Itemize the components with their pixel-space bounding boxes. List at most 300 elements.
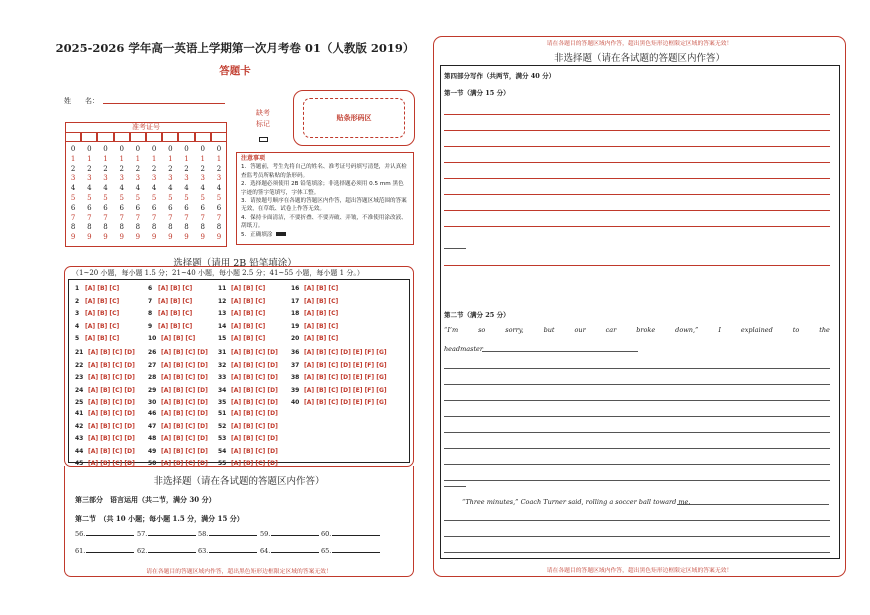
left-bottom-warning: 请在各题目的答题区域内作答，超出黑色矩形边框限定区域的答案无效！ [146,569,332,575]
blank-62[interactable] [137,547,196,555]
exam-id-digit-bubble[interactable]: 4 [168,184,173,193]
exam-id-digit-bubble[interactable]: 9 [151,233,157,242]
answer-options[interactable]: [A] [B] [C] [D] [231,374,278,381]
exam-id-cell[interactable] [114,132,130,142]
blank-line[interactable] [148,552,196,553]
exam-id-digit-bubble[interactable]: 1 [70,154,76,163]
answer-options[interactable]: [A] [B] [C] [231,322,266,330]
answer-options[interactable]: [A] [B] [C] [D] [88,460,135,467]
exam-id-digit-bubble[interactable]: 6 [184,203,189,212]
exam-id-cell[interactable] [81,132,97,142]
question-17-row[interactable] [291,298,338,305]
blank-line[interactable] [271,552,319,553]
question-1-row[interactable] [75,285,119,292]
exam-id-digit-bubble[interactable]: 6 [151,203,157,212]
question-48-row[interactable] [148,435,208,442]
exam-id-digit-bubble[interactable]: 3 [135,174,141,183]
writing-line[interactable] [444,448,830,449]
writing-line[interactable] [444,552,830,553]
blank-line[interactable] [86,535,134,536]
blank-line[interactable] [148,535,196,536]
exam-id-digit-bubble[interactable]: 9 [200,233,205,242]
exam-id-digit-bubble[interactable]: 8 [200,223,205,232]
answer-options[interactable]: [A] [B] [C] [D] [E] [F] [G] [304,386,387,394]
exam-id-digit-bubble[interactable]: 3 [70,174,76,183]
question-7-row[interactable] [148,298,192,305]
answer-options[interactable]: [A] [B] [C] [231,335,266,342]
question-30-row[interactable] [148,399,208,406]
question-number: 11 [218,285,227,292]
notes-title: 注意事项 [241,155,266,162]
exam-id-digit-bubble[interactable]: 1 [200,154,205,163]
writing-line[interactable] [444,178,830,179]
exam-id-digit-bubble[interactable]: 0 [135,145,141,153]
exam-id-digit-bubble[interactable]: 5 [216,193,222,202]
answer-options[interactable]: [A] [B] [C] [85,335,120,342]
exam-id-digit-bubble[interactable]: 4 [87,184,92,193]
exam-id-digit-bubble[interactable]: 5 [135,193,141,202]
exam-id-digit-bubble[interactable]: 2 [184,164,189,173]
exam-id-digit-bubble[interactable]: 9 [168,233,173,242]
writing-line[interactable] [444,114,830,115]
question-number: 44 [75,447,84,455]
question-26-row[interactable] [148,349,208,356]
question-8-row[interactable] [148,310,192,317]
answer-options[interactable]: [A] [B] [C] [D] [161,422,208,430]
question-47-row[interactable] [148,423,208,430]
exam-id-digit-bubble[interactable]: 2 [119,164,124,173]
exam-id-digit-bubble[interactable]: 4 [184,184,189,193]
blank-61[interactable] [75,547,134,555]
answer-options[interactable]: [A] [B] [C] [D] [161,386,208,394]
answer-options[interactable]: [A] [B] [C] [D] [161,410,208,417]
blank-59[interactable] [260,530,319,538]
exam-id-digit-bubble[interactable]: 2 [87,164,92,173]
answer-options[interactable]: [A] [B] [C] [D] [231,460,278,467]
question-22-row[interactable] [75,362,135,369]
exam-id-cell[interactable] [65,132,81,142]
writing-line[interactable] [444,248,466,249]
blank-number: 62. [137,547,148,555]
answer-options[interactable]: [A] [B] [C] [D] [88,386,135,394]
answer-options[interactable]: [A] [B] [C] [D] [231,447,278,455]
exam-id-digit-bubble[interactable]: 9 [216,233,222,242]
answer-options[interactable]: [A] [B] [C] [161,335,196,342]
writing-line[interactable] [444,265,830,266]
exam-id-digit-bubble[interactable]: 2 [70,164,76,173]
question-33-row[interactable] [218,374,278,381]
blank-line[interactable] [332,552,380,553]
exam-id-digit-bubble[interactable]: 6 [87,203,92,212]
blank-57[interactable] [137,530,196,538]
exam-id-digit-bubble[interactable]: 1 [135,154,141,163]
blank-line[interactable] [86,552,134,553]
exam-id-digit-bubble[interactable]: 3 [200,174,205,183]
exam-id-digit-bubble[interactable]: 2 [200,164,205,173]
exam-id-digit-bubble[interactable]: 9 [184,233,189,242]
writing-line[interactable] [444,210,830,211]
question-number: 9 [148,322,153,330]
exam-id-digit-bubble[interactable]: 6 [103,203,108,212]
exam-id-digit-bubble[interactable]: 8 [135,223,141,232]
exam-id-digit-bubble[interactable]: 8 [119,223,124,232]
writing-line[interactable] [444,384,830,385]
exam-id-digit-bubble[interactable]: 3 [119,174,124,183]
question-number: 48 [148,435,157,442]
exam-id-digit-bubble[interactable]: 9 [70,233,76,242]
writing-line[interactable] [444,146,830,147]
exam-id-bubble-grid[interactable] [65,145,227,243]
question-37-row[interactable] [291,362,387,369]
question-6-row[interactable] [148,285,192,292]
exam-id-digit-bubble[interactable]: 0 [70,145,76,153]
exam-id-digit-bubble[interactable]: 5 [119,193,124,202]
exam-id-digit-bubble[interactable]: 4 [103,184,108,193]
answer-options[interactable]: [A] [B] [C] [D] [88,349,135,356]
answer-options[interactable]: [A] [B] [C] [D] [161,399,208,406]
question-number: 49 [148,447,157,455]
exam-id-digit-bubble[interactable]: 1 [216,154,222,163]
question-40-row[interactable] [291,399,387,406]
question-51-row[interactable] [218,410,278,417]
answer-options[interactable]: [A] [B] [C] [D] [231,410,278,417]
writing-line[interactable] [444,368,830,369]
question-31-row[interactable] [218,349,278,356]
writing-line[interactable] [444,464,830,465]
answer-options[interactable]: [A] [B] [C] [D] [88,374,135,381]
exam-id-digit-bubble[interactable]: 5 [103,193,108,202]
question-34-row[interactable] [218,387,278,394]
blank-58[interactable] [198,530,257,538]
question-24-row[interactable] [75,387,135,394]
exam-id-digit-bubble[interactable]: 2 [151,164,157,173]
blank-line[interactable] [332,535,380,536]
blank-65[interactable] [321,547,380,555]
answer-options[interactable]: [A] [B] [C] [304,297,339,305]
exam-id-cell[interactable] [162,132,178,142]
answer-options[interactable]: [A] [B] [C] [D] [161,435,208,442]
exam-id-digit-bubble[interactable]: 3 [103,174,108,183]
answer-sheet-subtitle: 答题卡 [219,65,251,77]
exam-id-write-cells[interactable] [65,132,227,142]
question-number: 28 [148,374,157,381]
answer-options[interactable]: [A] [B] [C] [304,322,339,330]
exam-id-digit-bubble[interactable]: 9 [103,233,108,242]
exam-id-digit-bubble[interactable]: 7 [87,213,92,222]
question-10-row[interactable] [148,335,195,342]
question-number: 41 [75,410,84,417]
writing-line[interactable] [444,194,830,195]
exam-id-digit-bubble[interactable]: 0 [119,145,124,153]
exam-id-cell[interactable] [146,132,162,142]
question-44-row[interactable] [75,448,135,455]
exam-id-cell[interactable] [195,132,211,142]
question-23-row[interactable] [75,374,135,381]
exam-id-digit-bubble[interactable]: 5 [184,193,189,202]
question-3-row[interactable] [75,310,119,317]
answer-options[interactable]: [A] [B] [C] [D] [231,349,278,356]
blank-number: 56. [75,530,86,538]
answer-options[interactable]: [A] [B] [C] [304,310,339,317]
exam-id-digit-bubble[interactable]: 5 [70,193,76,202]
exam-id-digit-bubble[interactable]: 1 [103,154,108,163]
writing-line[interactable] [444,130,830,131]
exam-id-digit-bubble[interactable]: 0 [184,145,189,153]
exam-id-digit-bubble[interactable]: 4 [200,184,205,193]
question-43-row[interactable] [75,435,135,442]
answer-options[interactable]: [A] [B] [C] [D] [88,422,135,430]
exam-id-digit-bubble[interactable]: 5 [168,193,173,202]
exam-id-digit-bubble[interactable]: 4 [216,184,222,193]
answer-options[interactable]: [A] [B] [C] [231,310,266,317]
exam-id-cell[interactable] [211,132,227,142]
exam-id-digit-bubble[interactable]: 3 [184,174,189,183]
writing-line[interactable] [444,400,830,401]
answer-options[interactable]: [A] [B] [C] [304,285,339,292]
writing-line[interactable] [444,480,830,481]
question-number: 20 [291,335,300,342]
exam-id-digit-bubble[interactable]: 5 [200,193,205,202]
question-27-row[interactable] [148,362,208,369]
question-35-row[interactable] [218,399,278,406]
prompt-word: I [718,326,721,334]
answer-options[interactable]: [A] [B] [C] [D] [88,410,135,417]
continuation-line-2[interactable] [677,504,829,505]
exam-id-digit-bubble[interactable]: 1 [151,154,157,163]
answer-options[interactable]: [A] [B] [C] [158,310,193,317]
prompt-word: broke [636,326,656,334]
answer-options[interactable]: [A] [B] [C] [304,335,339,342]
question-14-row[interactable] [218,323,265,330]
exam-id-column [195,145,211,243]
multiple-choice-instruction: （1~20 小题，每小题 1.5 分；21~40 小题，每小题 2.5 分；41~55 小题，每小题 1 分。） [72,269,364,277]
exam-id-cell[interactable] [130,132,146,142]
question-9-row[interactable] [148,323,192,330]
question-number: 47 [148,422,157,430]
answer-options[interactable]: [A] [B] [C] [85,285,120,292]
question-number: 6 [148,285,153,292]
answer-options[interactable]: [A] [B] [C] [D] [231,386,278,394]
right-top-warning: 请在各题目的答题区域内作答，超出黑色矩形边框限定区域的答案无效！ [546,41,733,47]
question-number: 7 [148,297,153,305]
answer-options[interactable]: [A] [B] [C] [D] [161,460,208,467]
exam-id-digit-bubble[interactable]: 0 [151,145,157,153]
blank-56[interactable] [75,530,134,538]
answer-options[interactable]: [A] [B] [C] [D] [88,399,135,406]
answer-options[interactable]: [A] [B] [C] [231,285,266,292]
exam-id-digit-bubble[interactable]: 1 [184,154,189,163]
question-49-row[interactable] [148,448,208,455]
answer-options[interactable]: [A] [B] [C] [231,297,266,305]
question-number: 36 [291,349,300,356]
exam-id-digit-bubble[interactable]: 2 [103,164,108,173]
exam-id-digit-bubble[interactable]: 7 [135,213,141,222]
exam-id-digit-bubble[interactable]: 5 [87,193,92,202]
blank-64[interactable] [260,547,319,555]
answer-options[interactable]: [A] [B] [C] [D] [161,374,208,381]
exam-id-digit-bubble[interactable]: 0 [168,145,173,153]
blank-number: 58. [198,530,209,538]
blank-60[interactable] [321,530,380,538]
blank-line[interactable] [209,552,257,553]
exam-id-digit-bubble[interactable]: 7 [216,213,222,222]
blank-line[interactable] [209,535,257,536]
exam-id-digit-bubble[interactable]: 9 [119,233,124,242]
writing-line[interactable] [444,162,830,163]
non-choice-left-title: 非选择题（请在各试题的答题区内作答） [153,476,325,487]
answer-options[interactable]: [A] [B] [C] [D] [161,361,208,369]
exam-id-digit-bubble[interactable]: 4 [119,184,124,193]
question-52-row[interactable] [218,423,278,430]
writing-line[interactable] [444,536,830,537]
exam-id-digit-bubble[interactable]: 3 [151,174,157,183]
answer-options[interactable]: [A] [B] [C] [85,297,120,305]
exam-id-digit-bubble[interactable]: 7 [200,213,205,222]
blank-number: 61. [75,547,86,555]
question-15-row[interactable] [218,335,265,342]
question-number: 12 [218,297,227,305]
question-32-row[interactable] [218,362,278,369]
exam-id-digit-bubble[interactable]: 8 [184,223,189,232]
question-4-row[interactable] [75,323,119,330]
answer-options[interactable]: [A] [B] [C] [D] [231,422,278,430]
exam-id-digit-bubble[interactable]: 9 [87,233,92,242]
question-12-row[interactable] [218,298,265,305]
question-39-row[interactable] [291,387,387,394]
answer-options[interactable]: [A] [B] [C] [158,285,193,292]
question-21-row[interactable] [75,349,135,356]
exam-id-column [81,145,97,243]
exam-id-digit-bubble[interactable]: 6 [216,203,222,212]
barcode-area [303,98,405,138]
exam-id-cell[interactable] [178,132,194,142]
question-2-row[interactable] [75,298,119,305]
exam-id-digit-bubble[interactable]: 6 [119,203,124,212]
exam-id-digit-bubble[interactable]: 8 [168,223,173,232]
answer-options[interactable]: [A] [B] [C] [D] [E] [F] [G] [304,349,387,356]
exam-id-digit-bubble[interactable]: 7 [184,213,189,222]
question-54-row[interactable] [218,448,278,455]
exam-id-digit-bubble[interactable]: 1 [168,154,173,163]
exam-id-digit-bubble[interactable]: 6 [70,203,76,212]
answer-options[interactable]: [A] [B] [C] [D] [E] [F] [G] [304,361,387,369]
question-46-row[interactable] [148,410,208,417]
answer-options[interactable]: [A] [B] [C] [D] [231,361,278,369]
answer-options[interactable]: [A] [B] [C] [D] [161,349,208,356]
blank-63[interactable] [198,547,257,555]
exam-id-digit-bubble[interactable]: 2 [216,164,222,173]
answer-options[interactable]: [A] [B] [C] [D] [88,361,135,369]
question-36-row[interactable] [291,349,387,356]
exam-id-digit-bubble[interactable]: 8 [151,223,157,232]
answer-options[interactable]: [A] [B] [C] [85,322,120,330]
exam-id-digit-bubble[interactable]: 7 [168,213,173,222]
question-53-row[interactable] [218,435,278,442]
question-5-row[interactable] [75,335,119,342]
writing-line[interactable] [444,520,830,521]
question-number: 22 [75,361,84,369]
exam-id-digit-bubble[interactable]: 3 [87,174,92,183]
question-19-row[interactable] [291,323,338,330]
exam-id-digit-bubble[interactable]: 4 [135,184,141,193]
exam-id-digit-bubble[interactable]: 6 [135,203,141,212]
question-16-row[interactable] [291,285,338,292]
name-field[interactable] [103,103,225,104]
writing-line[interactable] [444,416,830,417]
answer-options[interactable]: [A] [B] [C] [158,322,193,330]
exam-id-digit-bubble[interactable]: 7 [103,213,108,222]
writing-line[interactable] [444,432,830,433]
answer-options[interactable]: [A] [B] [C] [D] [231,399,278,406]
absent-mark-box[interactable] [259,137,268,142]
question-number: 35 [218,399,227,406]
absent-mark-label [252,108,274,130]
answer-options[interactable]: [A] [B] [C] [D] [E] [F] [G] [304,399,387,406]
exam-id-digit-bubble[interactable]: 0 [103,145,108,153]
exam-id-digit-bubble[interactable]: 7 [70,213,76,222]
exam-id-digit-bubble[interactable]: 4 [70,184,76,193]
exam-id-digit-bubble[interactable]: 2 [135,164,141,173]
question-25-row[interactable] [75,399,135,406]
question-20-row[interactable] [291,335,338,342]
answer-options[interactable]: [A] [B] [C] [D] [88,447,135,455]
exam-id-digit-bubble[interactable]: 3 [216,174,222,183]
answer-options[interactable]: [A] [B] [C] [D] [88,435,135,442]
exam-id-digit-bubble[interactable]: 1 [87,154,92,163]
question-41-row[interactable] [75,410,135,417]
exam-id-digit-bubble[interactable]: 8 [216,223,222,232]
answer-options[interactable]: [A] [B] [C] [85,310,120,317]
answer-options[interactable]: [A] [B] [C] [158,297,193,305]
exam-id-digit-bubble[interactable]: 8 [103,223,108,232]
prompt-word: “I’m [444,326,459,334]
question-28-row[interactable] [148,374,208,381]
exam-id-digit-bubble[interactable]: 0 [87,145,92,153]
exam-id-digit-bubble[interactable]: 5 [151,193,157,202]
exam-id-digit-bubble[interactable]: 4 [151,184,157,193]
answer-options[interactable]: [A] [B] [C] [D] [E] [F] [G] [304,374,387,381]
exam-id-digit-bubble[interactable]: 6 [168,203,173,212]
question-13-row[interactable] [218,310,265,317]
answer-options[interactable]: [A] [B] [C] [D] [161,447,208,455]
question-number: 37 [291,361,300,369]
exam-id-column [65,145,81,243]
answer-options[interactable]: [A] [B] [C] [D] [231,435,278,442]
exam-id-digit-bubble[interactable]: 0 [216,145,222,153]
exam-id-digit-bubble[interactable]: 3 [168,174,173,183]
exam-id-digit-bubble[interactable]: 8 [87,223,92,232]
continuation-line-1[interactable] [482,351,638,352]
exam-id-digit-bubble[interactable]: 7 [119,213,124,222]
blank-line[interactable] [271,535,319,536]
question-38-row[interactable] [291,374,387,381]
question-11-row[interactable] [218,285,265,292]
exam-id-digit-bubble[interactable]: 6 [200,203,205,212]
exam-id-digit-bubble[interactable]: 2 [168,164,173,173]
question-42-row[interactable] [75,423,135,430]
exam-id-digit-bubble[interactable]: 9 [135,233,141,242]
writing-line[interactable] [444,226,830,227]
exam-id-cell[interactable] [97,132,113,142]
writing-line[interactable] [444,486,466,487]
exam-id-digit-bubble[interactable]: 8 [70,223,76,232]
question-29-row[interactable] [148,387,208,394]
question-18-row[interactable] [291,310,338,317]
exam-id-digit-bubble[interactable]: 0 [200,145,205,153]
exam-id-digit-bubble[interactable]: 7 [151,213,157,222]
exam-id-digit-bubble[interactable]: 1 [119,154,124,163]
exam-id-label: 准考证号 [132,123,160,131]
